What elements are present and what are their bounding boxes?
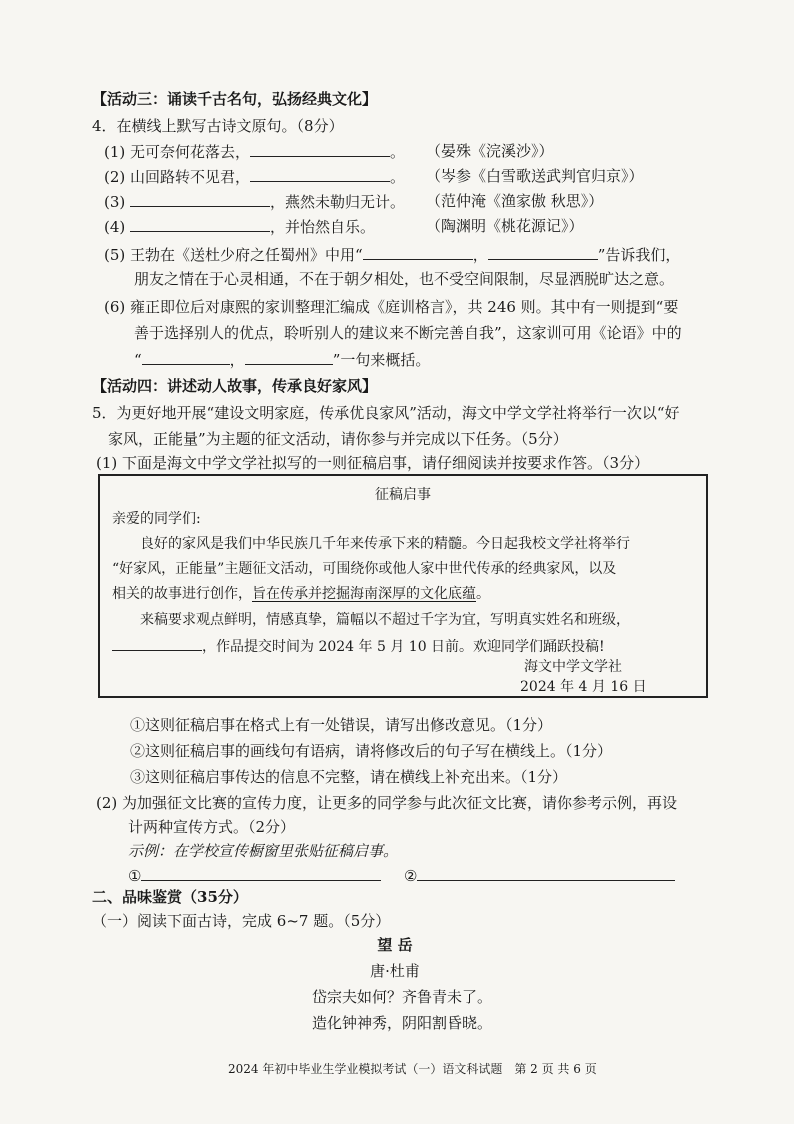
question-5-line2: 家风，正能量”为主题的征文活动，请你参与并完成以下任务。（5分） (108, 430, 568, 448)
q4-item-5-line2: 朋友之情在于心灵相通，不在于朝夕相处，也不受空间限制，尽显洒脱旷达之意。 (134, 270, 675, 288)
answer-blank[interactable] (112, 634, 202, 651)
poem-title: 望 岳 (377, 936, 413, 954)
q4-item-6-line3: “ ， ”一句来概括。 (134, 348, 430, 371)
notice-date: 2024 年 4 月 16 日 (520, 679, 647, 695)
page-footer: 2024 年初中毕业生学业模拟考试（一）语文科试题 第 2 页 共 6 页 (228, 1062, 597, 1076)
task-2: ②这则征稿启事的画线句有语病，请将修改后的句子写在横线上。（1分） (130, 742, 613, 760)
poem-line-2: 造化钟神秀，阴阳割昏晓。 (312, 1014, 493, 1032)
poem-author: 唐·杜甫 (370, 962, 420, 980)
answer-blank[interactable] (250, 140, 390, 157)
answer-line-2: ② (404, 864, 675, 887)
notice-p2-line1: 来稿要求观点鲜明，情感真挚，篇幅以不超过千字为宜，写明真实姓名和班级， (140, 612, 630, 628)
notice-p1-line2: “好家风，正能量”主题征文活动，可围绕你或他人家中世代传承的经典家风，以及 (112, 561, 617, 577)
underlined-sentence: 旨在传承并挖掘海南深厚的文化底蕴 (252, 586, 476, 602)
q4-item-5-line1: (5) 王勃在《送杜少府之任蜀州》中用“ ， ”告诉我们， (104, 243, 680, 266)
notice-p1-line1: 良好的家风是我们中华民族几千年来传承下来的精髓。今日起我校文学社将举行 (140, 536, 630, 552)
task-3: ③这则征稿启事传达的信息不完整，请在横线上补充出来。（1分） (130, 768, 568, 786)
section-2-sub-1: （一）阅读下面古诗，完成 6~7 题。（5分） (92, 912, 391, 930)
answer-blank[interactable] (141, 864, 381, 881)
question-4: 4．在横线上默写古诗文原句。（8分） (92, 117, 344, 135)
q4-item-4: (4) ，并怡然自乐。 （陶渊明《桃花源记》） (104, 217, 584, 236)
question-5-line1: 5．为更好地开展“建设文明家庭，传承优良家风”活动，海文中学文学社将举行一次以“好 (92, 404, 680, 422)
answer-blank[interactable] (130, 190, 270, 207)
q4-item-2: (2) 山回路转不见君， 。 （岑参《白雪歌送武判官归京》） (104, 167, 644, 186)
activity3-title: 【活动三：诵读千古名句，弘扬经典文化】 (92, 90, 378, 108)
notice-sign: 海文中学文学社 (524, 659, 622, 675)
q5-sub-2-line1: (2) 为加强征文比赛的宣传力度，让更多的同学参与此次征文比赛，请你参考示例，再设 (96, 794, 678, 812)
answer-blank[interactable] (142, 348, 230, 365)
q5-sub-2-line2: 计两种宣传方式。（2分） (128, 818, 296, 836)
q4-item-3: (3) ，燕然未勒归无计。 （范仲淹《渔家傲 秋思》） (104, 192, 604, 211)
q4-item-6-line1: (6) 雍正即位后对康熙的家训整理汇编成《庭训格言》，共 246 则。其中有一则提到“要 (104, 298, 679, 316)
notice-title: 征稿启事 (375, 487, 431, 503)
answer-blank[interactable] (363, 243, 473, 260)
notice-greeting: 亲爱的同学们: (112, 511, 201, 527)
q5-sub-1: (1) 下面是海文中学文学社拟写的一则征稿启事，请仔细阅读并按要求作答。（3分） (96, 454, 650, 472)
answer-blank[interactable] (250, 165, 390, 182)
answer-blank[interactable] (417, 864, 675, 881)
poem-line-1: 岱宗夫如何？齐鲁青未了。 (312, 988, 493, 1006)
section-2-title: 二、品味鉴赏（35分） (92, 888, 248, 906)
answer-line-1: ① (128, 864, 381, 887)
q4-item-1: (1) 无可奈何花落去， 。 （晏殊《浣溪沙》） (104, 142, 554, 161)
answer-blank[interactable] (130, 215, 270, 232)
q4-item-6-line2: 善于选择别人的优点，聆听别人的建议来不断完善自我”，这家训可用《论语》中的 (134, 324, 682, 342)
activity4-title: 【活动四：讲述动人故事，传承良好家风】 (92, 377, 378, 395)
notice-p1-line3: 相关的故事进行创作，旨在传承并挖掘海南深厚的文化底蕴。 (112, 586, 490, 602)
task-1: ①这则征稿启事在格式上有一处错误，请写出修改意见。（1分） (130, 716, 553, 734)
answer-blank[interactable] (488, 243, 598, 260)
example-line: 示例：在学校宣传橱窗里张贴征稿启事。 (128, 842, 399, 860)
notice-box (98, 474, 708, 698)
answer-blank[interactable] (245, 348, 333, 365)
notice-p2-line2: ，作品提交时间为 2024 年 5 月 10 日前。欢迎同学们踊跃投稿! (112, 634, 605, 658)
